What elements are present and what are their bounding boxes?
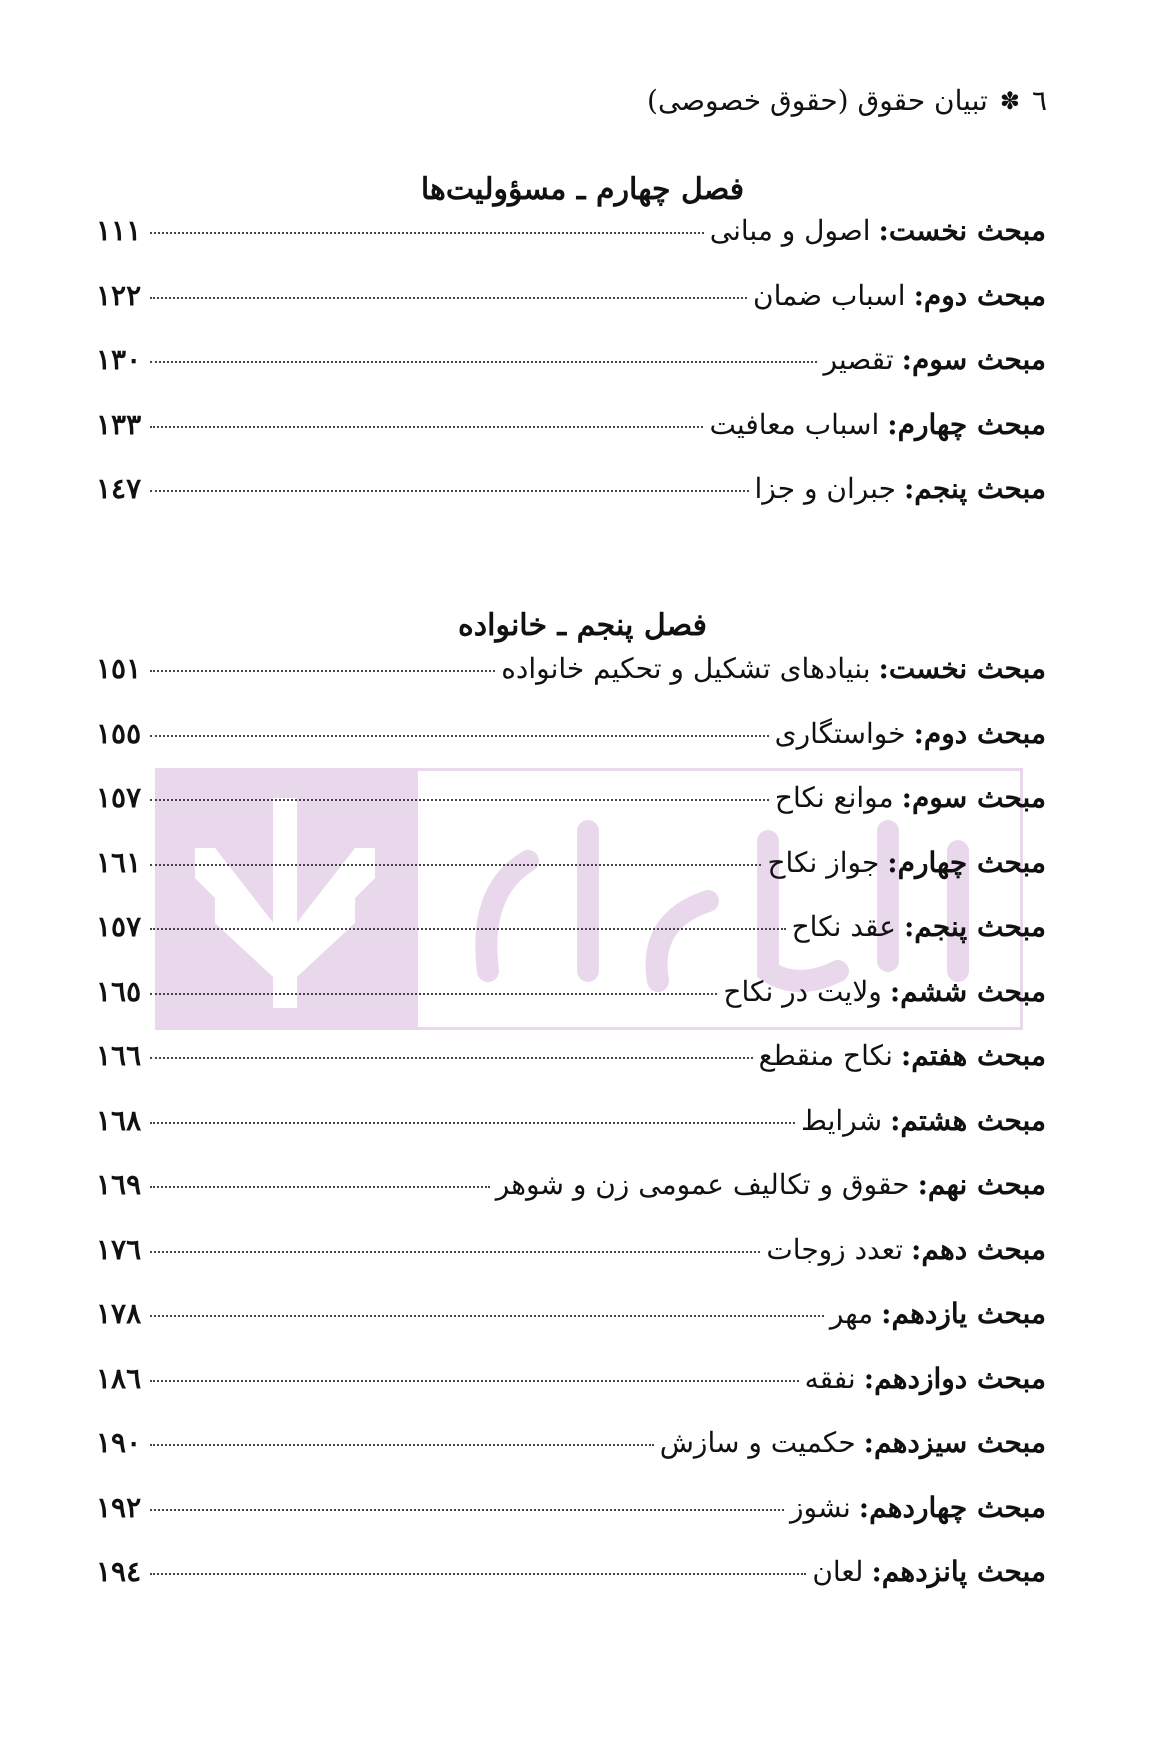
entry-page: ۱٦٩ [96, 1168, 142, 1201]
entry-label: مبحث پنجم: [903, 472, 1046, 505]
toc-entry[interactable] [96, 1168, 1046, 1233]
toc-entry[interactable] [96, 1039, 1046, 1104]
entry-page: ۱٨٦ [96, 1361, 142, 1395]
toc-entry[interactable] [96, 1491, 1046, 1556]
dot-leader [150, 425, 703, 428]
page-number: ٦ [1031, 84, 1047, 117]
entry-title: جواز نکاح [767, 845, 880, 879]
entry-label: مبحث ششم: [889, 974, 1046, 1008]
entry-label: مبحث نهم: [917, 1168, 1046, 1201]
entry-title: نکاح منقطع [758, 1039, 893, 1072]
section-title: فصل پنجم ـ خانواده [458, 608, 707, 643]
entry-page: ۱۳۳ [96, 407, 142, 441]
entry-label: مبحث پنجم: [903, 910, 1046, 943]
entry-title: تقصیر [823, 343, 894, 376]
entry-title: جبران و جزا [754, 472, 896, 505]
dot-leader [150, 1443, 654, 1446]
entry-page: ۱٤٧ [96, 472, 142, 505]
book-title: تبیان حقوق (حقوق خصوصی) [647, 84, 988, 117]
entry-label: مبحث سیزدهم: [863, 1426, 1046, 1459]
toc-list-chapter-5 [96, 652, 1046, 1620]
entry-title: اصول و مبانی [709, 214, 871, 247]
dot-leader [150, 1250, 760, 1253]
entry-label: مبحث پانزدهم: [871, 1555, 1046, 1588]
entry-label: مبحث دوازدهم: [863, 1361, 1046, 1395]
entry-page: ۱۲۲ [96, 278, 142, 312]
entry-title: موانع نکاح [774, 781, 894, 814]
toc-entry[interactable] [96, 343, 1046, 408]
entry-label: مبحث چهاردهم: [858, 1490, 1046, 1524]
toc-entry[interactable] [96, 1233, 1046, 1298]
dot-leader [150, 489, 749, 492]
dot-leader [150, 734, 769, 737]
toc-entry[interactable] [96, 1426, 1046, 1491]
toc-entry[interactable] [96, 975, 1046, 1040]
dot-leader [150, 927, 786, 930]
entry-page: ۱۹۰ [96, 1426, 142, 1459]
entry-label: مبحث دوم: [913, 716, 1046, 750]
entry-title: خواستگاری [774, 716, 906, 750]
entry-label: مبحث چهارم: [887, 845, 1046, 879]
entry-title: تعدد زوجات [766, 1232, 904, 1266]
toc-list-chapter-4 [96, 214, 1046, 537]
toc-entry[interactable] [96, 1104, 1046, 1169]
entry-label: مبحث سوم: [901, 343, 1046, 376]
entry-page: ۱۹۲ [96, 1490, 142, 1524]
entry-title: نشوز [789, 1490, 851, 1524]
dot-leader [150, 863, 761, 866]
entry-page: ۱۳۰ [96, 343, 142, 376]
entry-title: ولایت در نکاح [723, 974, 882, 1008]
entry-page: ۱٥٧ [96, 910, 142, 943]
entry-title: حقوق و تکالیف عمومی زن و شوهر [495, 1168, 910, 1201]
toc-entry[interactable] [96, 1297, 1046, 1362]
entry-title: حکمیت و سازش [659, 1426, 856, 1459]
dot-leader [150, 1379, 799, 1382]
entry-page: ۱٥٧ [96, 781, 142, 814]
entry-page: ۱٦٥ [96, 974, 142, 1008]
entry-label: مبحث دهم: [911, 1232, 1046, 1266]
entry-label: مبحث یازدهم: [881, 1297, 1046, 1330]
dot-leader [150, 231, 704, 234]
dot-leader [150, 1121, 795, 1124]
entry-page: ۱٥٥ [96, 716, 142, 750]
entry-label: مبحث چهارم: [887, 407, 1046, 441]
entry-label: مبحث نخست: [878, 214, 1046, 247]
entry-page: ۱٧٦ [96, 1232, 142, 1266]
entry-page: ۱٧٨ [96, 1297, 142, 1330]
page-header [647, 84, 1047, 117]
dot-leader [150, 1056, 753, 1059]
entry-page: ۱٦۱ [96, 845, 142, 879]
entry-page: ۱٥۱ [96, 652, 142, 685]
dot-leader [150, 1572, 806, 1575]
section-title: فصل چهارم ـ مسؤولیت‌ها [420, 172, 745, 207]
entry-label: مبحث سوم: [901, 781, 1046, 814]
entry-label: مبحث نخست: [878, 652, 1046, 685]
entry-page: ۱٦٦ [96, 1039, 142, 1072]
entry-page: ۱٦٨ [96, 1103, 142, 1137]
toc-entry[interactable] [96, 781, 1046, 846]
entry-title: بنیادهای تشکیل و تحکیم خانواده [501, 652, 871, 685]
entry-label: مبحث هشتم: [890, 1103, 1046, 1137]
toc-entry[interactable] [96, 472, 1046, 537]
toc-entry[interactable] [96, 717, 1046, 782]
toc-entry[interactable] [96, 1555, 1046, 1620]
toc-entry[interactable] [96, 652, 1046, 717]
entry-title: عقد نکاح [791, 910, 896, 943]
dot-leader [150, 798, 769, 801]
flower-icon: ✽ [999, 86, 1020, 115]
dot-leader [150, 1508, 784, 1511]
toc-entry[interactable] [96, 408, 1046, 473]
entry-page: ۱۱۱ [96, 214, 142, 247]
dot-leader [150, 1185, 490, 1188]
entry-title: مهر [829, 1297, 874, 1330]
entry-label: مبحث هفتم: [900, 1039, 1046, 1072]
toc-entry[interactable] [96, 910, 1046, 975]
entry-title: اسباب معافیت [709, 407, 880, 441]
entry-page: ۱۹٤ [96, 1555, 142, 1588]
dot-leader [150, 296, 747, 299]
entry-title: لعان [812, 1555, 864, 1588]
entry-title: شرایط [801, 1103, 883, 1137]
entry-title: نفقه [804, 1361, 856, 1395]
toc-entry[interactable] [96, 846, 1046, 911]
toc-entry[interactable] [96, 1362, 1046, 1427]
dot-leader [150, 669, 495, 672]
entry-label: مبحث دوم: [913, 278, 1046, 312]
dot-leader [150, 992, 717, 995]
entry-title: اسباب ضمان [753, 278, 906, 312]
toc-entry[interactable] [96, 214, 1046, 279]
dot-leader [150, 1314, 824, 1317]
toc-entry[interactable] [96, 279, 1046, 344]
dot-leader [150, 360, 817, 363]
